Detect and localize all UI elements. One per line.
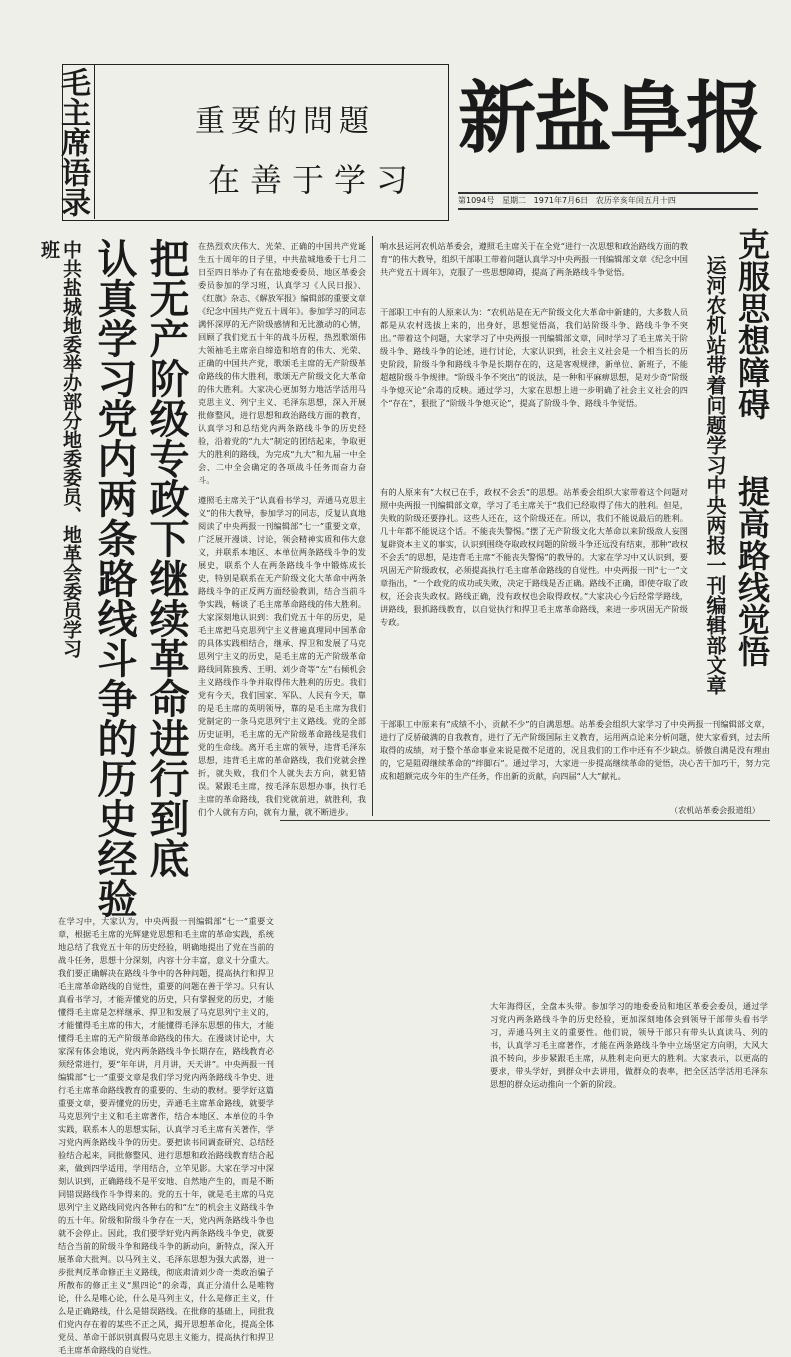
right-article-col-2: 干部职工中有的人原来认为：“农机站是在无产阶级文化大革命中新建的，大多数人员都是从农村选拔上来的，出身好，思想觉悟高，我们站阶级斗争、路线斗争不突出。”带着这个问题，大家学习了中央两报一刊编辑部文章，同时学习了毛主席关于阶级斗争、路线斗争的论述，进行讨论，大家认识到，社会主义社会是一个相当长的历史阶段，阶级斗争和路线斗争是长期存在的，这是客观规律，新单位、新班子，不能超越阶级斗争规律。“阶级斗争不突出”的说法，是一种和平麻痹思想，是对少奇“阶级斗争熄灭论”余毒的反映。通过学习，大家在思想上进一步明确了社会主义社会的四个“存在”，狠批了“阶级斗争熄灭论”，提高了阶级斗争、路线斗争觉悟。 bbox=[380, 307, 688, 408]
left-article-subhead: 中共盐城地委举办部分地委委员、地革会委员学习班 bbox=[38, 240, 82, 658]
issue-info-line bbox=[458, 195, 758, 206]
column-divider-1 bbox=[372, 236, 373, 816]
right-article-byline: （农机站革委会报道组） bbox=[669, 805, 760, 815]
right-article-col-3: 有的人原来有“大权已在手，政权不会丢”的思想。站革委会组织大家带着这个问题对照中央两报一刊编辑部文章，学习了毛主席关于“我们已经取得了伟大的胜利。但是，失败的阶级还要挣扎。这些人还在，这个阶级还在。所以，我们不能说最后的胜利。几十年都不能说这个话。不能丧失警惕。”摆了无产阶级文化大革命以来阶级敌人妄图复辟资本主义的事实，认识到围绕夺取政权问题的阶级斗争还远没有结束，那种“政权不会丢”的思想，是违背毛主席“不能丧失警惕”的教导的。大家在学习中又认识到，要巩固无产阶级政权，必须提高执行毛主席革命路线的自觉性。中央两报一刊“七一”文章指出，“一个政党的成功或失败，决定于路线是否正确。路线不正确，即使夺取了政权，还会丧失政权。路线正确，没有政权也会取得政权。”大家决心今后经常学路线，讲路线，狠抓路线教育，以自觉执行和捍卫毛主席革命路线，来进一步巩固无产阶级专政。 bbox=[380, 487, 688, 627]
left-article-col-2: 遵照毛主席关于“认真看书学习，弄通马克思主义”的伟大教导，参加学习的同志，反复认真地阅读了中央两报一刊编辑部“七一”重要文章，广泛展开漫谈、讨论，领会精神实质和伟大意义，并联系本地区、本单位两条路线斗争的发展史，联系个人在两条路线斗争中锻炼成长史，特别是联系在无产阶级文化大革命中两条路线斗争的正反两方面经验教训，结合当前斗争实践，畅谈了毛主席革命路线的伟大胜利。大家深刻地认识到：我们党五十年的历史，是毛主席把马克思列宁主义普遍真理同中国革命的具体实践相结合，继承、捍卫和发展了马克思列宁主义的历史，是毛主席的无产阶级革命路线同陈独秀、王明、刘少奇等“左”右倾机会主义路线作斗争并取得伟大胜利的历史。我们党有今天，我们国家、军队、人民有今天，靠的是毛主席的英明领导，靠的是毛主席为我们党制定的一条马克思列宁主义路线。党的全部历史证明，毛主席的无产阶级革命路线是我们党的生命线。离开毛主席的领导，违背毛泽东思想，违背毛主席的革命路线，我们党就会挫折，就失败，我们个人就失去方向，就犯错误。紧跟毛主席，按毛泽东思想办事，执行毛主席的革命路线，我们党就前进，就胜利，我们个人就有方向，就有力量，就不断进步。 bbox=[198, 495, 366, 817]
masthead-rule-top bbox=[458, 192, 758, 194]
issue-lunar-date: 农历辛亥年闰五月十四 bbox=[595, 196, 676, 205]
left-article-col-3: 在学习中，大家认为，中央两报一刊编辑部“七一”重要文章，根据毛主席的光辉建党思想和毛主席的革命实践，系统地总结了我党五十年的历史经验，明确地提出了党在当前的战斗任务，思想十分深刻，内容十分丰富，意义十分重大。我们要正确解决在路线斗争中的各种问题，提高执行和捍卫毛主席革命路线的自觉性，重要的问题在善于学习。只有认真看书学习，才能弄懂党的历史，只有掌握党的历史，才能懂得毛主席是怎样继承、捍卫和发展了马克思列宁主义的，才能懂得毛主席的伟大，才能懂得毛泽东思想的伟大，才能懂得毛主席的无产阶级革命路线的伟大。在漫谈讨论中，大家深有体会地说，党内两条路线斗争长期存在，路线教育必须经常进行，要“年年讲，月月讲，天天讲”。中央两报一刊编辑部“七一”重要文章是我们学习党内两条路线斗争史、进行毛主席革命路线教育的重要的、生动的教材。要学好这篇重要文章，要弄懂党的历史，弄通毛主席革命路线，就要学马克思列宁主义和毛主席著作，结合本地区、本单位的斗争实践，联系本人的思想实际，认真学习毛主席有关著作，学习党内两条路线斗争的历史。要把读书同调查研究、总结经验结合起来，同批修整风、进行思想和政治路线教育结合起来，做到四学适用，学用结合，立竿见影。大家在学习中深刻认识到，正确路线不是平安地、自然地产生的，而是不断同错误路线作斗争得来的。党的五十年，就是毛主席的马克思列宁主义路线同党内各种右的和“左”的机会主义路线斗争的五十年。阶级和阶级斗争存在一天，党内两条路线斗争也就不会停止。因此，我们要学好党内两条路线斗争史，就要结合当前的阶级斗争和路线斗争的新动向，新特点，深入开展革命大批判。以马列主义、毛泽东思想为强大武器，进一步批判反革命修正主义路线，彻底肃清刘少奇一类政治骗子所散布的修正主义“黑四论”的余毒，真正分清什么是唯物论，什么是唯心论，什么是马列主义，什么是修正主义，什么是正确路线，什么是错误路线。在批修的基础上，同批我们党内存在着的某些不正之风，揭开思想革命化，提高全体党员、革命干部识别真假马克思主义能力，提高执行和捍卫毛主席革命路线的自觉性。 bbox=[58, 916, 274, 1355]
left-article-col-1: 在热烈欢庆伟大、光荣、正确的中国共产党诞生五十周年的日子里，中共盐城地委于七月二日至四日举办了有在盐地委委员、地区革委会委员参加的学习班，认真学习《人民日报》、《红旗》杂志、《解放军报》编辑部的重要文章《纪念中国共产党五十周年》。参加学习的同志满怀深厚的无产阶级感情和无比激动的心情，回顾了我们党五十年的战斗历程，热烈歌颂伟大领袖毛主席亲自缔造和培育的伟大、光荣、正确的中国共产党，歌颂毛主席的无产阶级革命路线的伟大胜利，歌颂无产阶级文化大革命的伟大胜利。大家决心更加努力地活学活用马克思主义、列宁主义、毛泽东思想，深入开展批修整风，进行思想和政治路线方面的教育，认真学习和总结党内两条路线斗争的历史经验，沿着党的“九大”制定的团结起来，争取更大的胜利的路线，为完成“九大”和九届一中全会、二中全会确定的各项战斗任务而奋力奋斗。 bbox=[198, 241, 366, 485]
left-article-headline-b: 把无产阶级专政下继续革命进行到底 bbox=[143, 238, 189, 878]
section-divider bbox=[280, 820, 770, 821]
quotation-line-2: 在善于学习 bbox=[208, 161, 419, 199]
right-article-headline-a: 克服思想障碍 bbox=[733, 228, 771, 420]
masthead-rule-bottom bbox=[458, 208, 758, 210]
left-article-continuation bbox=[286, 826, 486, 1144]
quotation-label: 毛主席语录 bbox=[50, 64, 95, 219]
left-article-col-4: 大年海得区，全盘本头带。参加学习的地委委员和地区革委会委员，通过学习党内两条路线斗争的历史经验，更加深刻地体会到领导干部带头看书学习，弄通马列主义的重要性。他们说，领导干部只有带头认真读马、列的书，认真学习毛主席著作，才能在两条路线斗争中立场坚定方向明，大风大浪不转向，步步紧跟毛主席，从胜利走向更大的胜利。大家表示，以更高的要求，带头学好，到群众中去讲用，做群众的表率，把全区活学活用毛泽东思想的群众运动推向一个新的阶段。 bbox=[490, 1001, 768, 1089]
right-article-col-4: 干部职工中原来有“成绩不小，贡献不少”的自满思想。站革委会组织大家学习了中央两报一刊编辑部文章，进行了反骄破满的自我教育，进行了无产阶级国际主义教育，运用两点论来分析问题，使大家看到，过去所取得的成绩，对于整个革命事业来说是微不足道的，况且我们的工作中还有不少缺点。骄傲自满是没有理由的，它是阻碍继续革命的“绊脚石”。通过学习，大家进一步提高继续革命的觉悟，决心苦干加巧干，努力完成和超额完成今年的生产任务，作出新的贡献，向四届“人大”献礼。 bbox=[380, 719, 770, 781]
right-article-headline-b: 提高路线觉悟 bbox=[733, 475, 771, 667]
right-article-subhead: 运河农机站带着问题学习中央两报一刊编辑部文章 bbox=[703, 255, 727, 695]
right-article-col-1: 响水县运河农机站革委会，遵照毛主席关于在全党“进行一次思想和政治路线方面的教育”的伟大教导，组织干部职工带着问题认真学习中央两报一刊编辑部文章《纪念中国共产党五十周年》，克服了一些思想障碍，提高了两条路线斗争觉悟。 bbox=[380, 241, 688, 277]
issue-date: 1971年7月6日 bbox=[533, 196, 589, 205]
left-article-headline-a: 认真学习党内两条路线斗争的历史经验 bbox=[91, 238, 137, 918]
newspaper-masthead: 新盐阜报 bbox=[458, 74, 763, 164]
issue-number: 第1094号 bbox=[458, 196, 495, 205]
issue-weekday: 星期二 bbox=[502, 196, 526, 205]
quotation-line-1: 重要的問題 bbox=[195, 104, 375, 139]
